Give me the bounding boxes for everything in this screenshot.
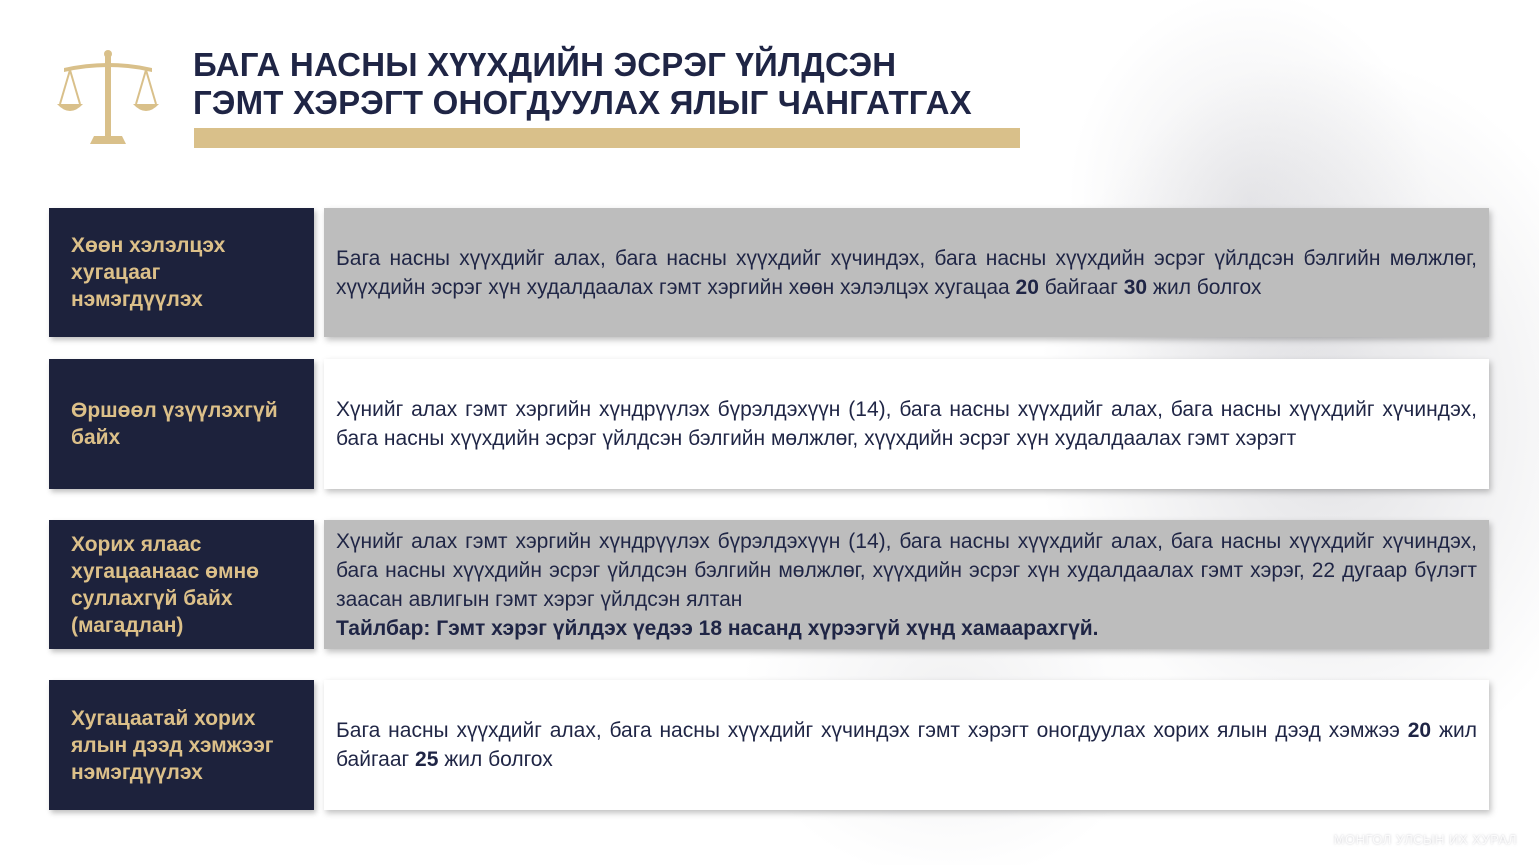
highlight-number: 25 (415, 748, 439, 771)
measure-row-description (324, 680, 1489, 810)
title-underline (194, 128, 1020, 148)
measure-row-label-text: Хөөн хэлэлцэх хугацааг нэмэгдүүлэх (71, 234, 226, 311)
description-text-part: жил болгох (438, 748, 553, 771)
measure-row-description-text: Хүнийг алах гэмт хэргийн хүндрүүлэх бүрэлдэхүүн (14), бага насны хүүхдийг алах, бага насны хүүхдийг хүчиндэх, бага насны хүүхдийн эсрэг үйлдсэн бэлгийн мөлжлөг, хүүхдийн эсрэг хүн худалдаалах гэмт хэрэгт (336, 398, 1477, 450)
measure-row-label (49, 359, 314, 489)
measure-row-no-amnesty (49, 359, 1489, 489)
description-text-part: Бага насны хүүхдийг алах, бага насны хүүхдийг хүчиндэх гэмт хэрэгт оногдуулах хорих ялын дээд хэмжээ (336, 719, 1408, 742)
measure-row-label-text: Өршөөл үзүүлэхгүй байх (71, 399, 278, 449)
highlight-number: 20 (1407, 719, 1432, 742)
description-text-part: жил байгааг (336, 719, 1477, 771)
measure-row-max-prison-term (49, 680, 1489, 810)
measure-row-label (49, 680, 314, 810)
measure-row-description-text (336, 716, 1477, 774)
measure-row-description-text (336, 527, 1477, 643)
scales-of-justice-icon (56, 48, 160, 148)
page-title-line-2: ГЭМТ ХЭРЭГТ ОНОГДУУЛАХ ЯЛЫГ ЧАНГАТГАХ (193, 84, 972, 121)
measure-row-no-early-release (49, 520, 1489, 649)
measure-row-description (324, 520, 1489, 649)
measure-row-label (49, 208, 314, 337)
measure-row-note: Тайлбар: Гэмт хэрэг үйлдэх үедээ 18 насанд хүрээгүй хүнд хамаарахгүй. (336, 616, 1099, 640)
measure-row-description (324, 359, 1489, 489)
description-text-part: Бага насны хүүхдийг алах, бага насны хүүхдийг хүчиндэх, бага насны хүүхдийн эсрэг үйлдсэн бэлгийн мөлжлөг, хүүхдийн эсрэг хүн худалдаалах гэмт хэргийн хөөн хэлэлцэх хугацаа (336, 246, 1477, 299)
highlight-number: 30 (1123, 275, 1148, 299)
measure-row-label (49, 520, 314, 649)
measure-row-statute-of-limitations (49, 208, 1489, 337)
measure-row-label-text: Хорих ялаас хугацаанаас өмнө суллахгүй байх (магадлан) (71, 532, 259, 637)
highlight-number: 20 (1015, 275, 1039, 299)
measure-row-label-text: Хугацаатай хорих ялын дээд хэмжээг нэмэгдүүлэх (71, 706, 274, 784)
page-title (193, 46, 972, 122)
description-text-part: байгааг (1038, 275, 1124, 299)
measure-row-description (324, 208, 1489, 337)
page-title-line-1: БАГА НАСНЫ ХҮҮХДИЙН ЭСРЭГ ҮЙЛДСЭН (193, 46, 897, 83)
description-text-part: жил болгох (1147, 275, 1262, 299)
measure-row-description-text (336, 244, 1477, 302)
description-text-part: Хүнийг алах гэмт хэргийн хүндрүүлэх бүрэлдэхүүн (14), бага насны хүүхдийг алах, бага насны хүүхдийг хүчиндэх, бага насны хүүхдийн эсрэг үйлдсэн бэлгийн мөлжлөг, хүүхдийн эсрэг хүн худалдаалах гэмт хэрэг, 22 дугаар бүлэгт заасан авлигын гэмт хэрэг үйлдсэн ялтан (336, 529, 1477, 611)
footer-watermark: МОНГОЛ УЛСЫН ИХ ХУРАЛ (1333, 832, 1517, 847)
